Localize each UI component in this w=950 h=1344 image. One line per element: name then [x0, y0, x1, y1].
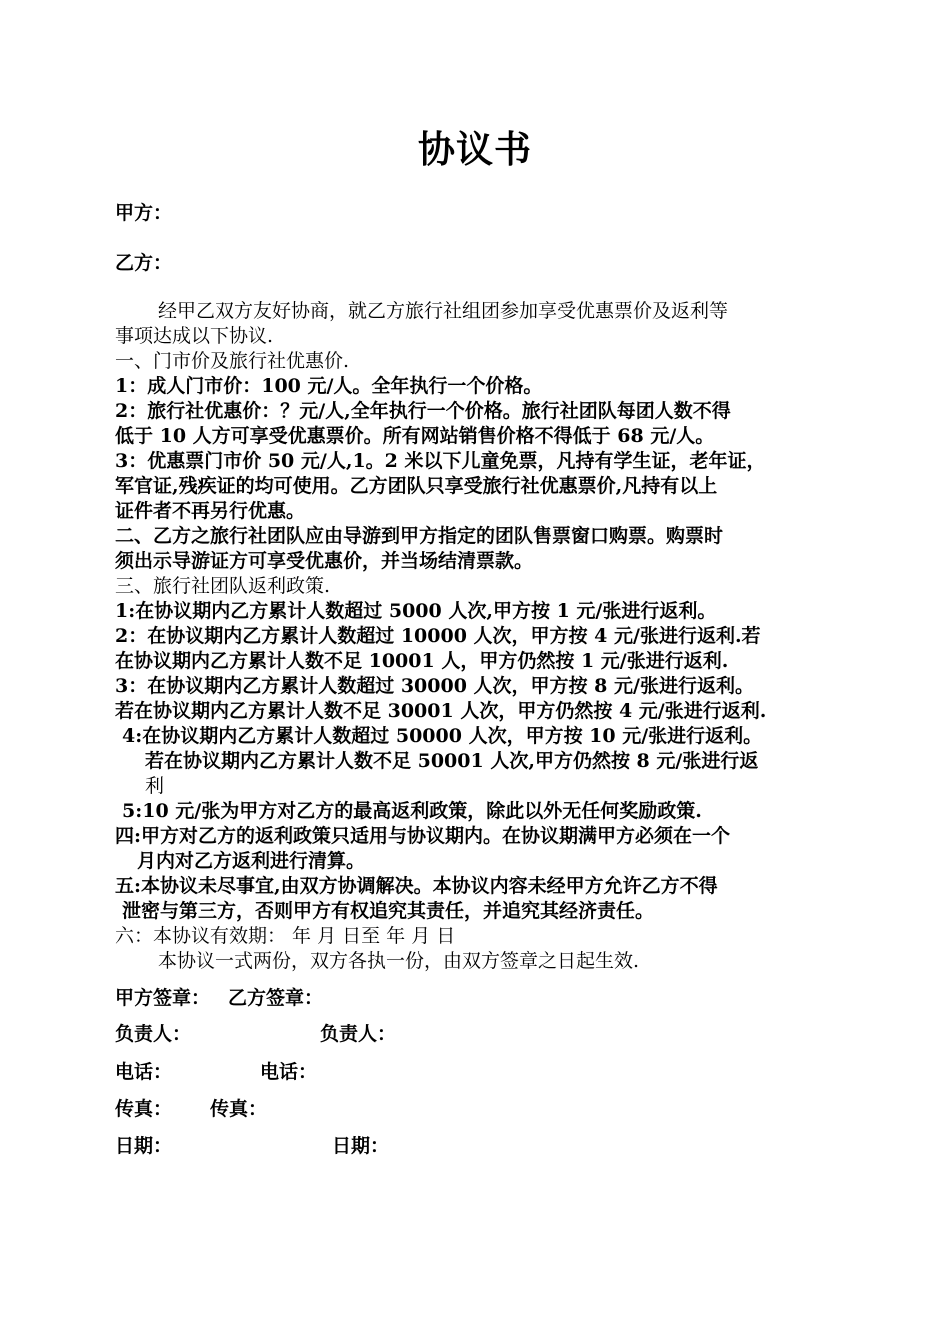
- party-b-phone-label: 电话：: [260, 1061, 318, 1083]
- document-title: 协议书: [418, 128, 532, 171]
- body-line: 月内对乙方返利进行清算。: [137, 850, 366, 872]
- body-line: 二、乙方之旅行社团队应由导游到甲方指定的团队售票窗口购票。购票时: [115, 525, 724, 547]
- body-line: 事项达成以下协议.: [115, 325, 274, 347]
- body-line: 1：成人门市价：100 元/人。全年执行一个价格。: [115, 375, 543, 397]
- body-line: 军官证,残疾证的均可使用。乙方团队只享受旅行社优惠票价,凡持有以上: [115, 475, 718, 497]
- party-a-fax-label: 传真：: [115, 1098, 173, 1120]
- body-line: 四:甲方对乙方的返利政策只适用与协议期内。在协议期满甲方必须在一个: [115, 825, 731, 847]
- party-a-phone-label: 电话：: [115, 1061, 173, 1083]
- party-b-person-label: 负责人：: [320, 1023, 397, 1045]
- validity-line: 六：本协议有效期： 年 月 日至 年 月 日: [115, 925, 456, 947]
- body-line: 5:10 元/张为甲方对乙方的最高返利政策，除此以外无任何奖励政策.: [122, 800, 702, 822]
- body-line: 若在协议期内乙方累计人数不足 30001 人次，甲方仍然按 4 元/张进行返利.: [115, 700, 767, 722]
- body-line: 3：优惠票门市价 50 元/人,1。2 米以下儿童免票，凡持有学生证，老年证，: [115, 450, 766, 472]
- party-b-date-label: 日期：: [332, 1135, 390, 1157]
- body-line: 泄密与第三方，否则甲方有权追究其责任，并追究其经济责任。: [122, 900, 655, 922]
- body-line: 三、旅行社团队返利政策.: [115, 575, 331, 597]
- body-line: 须出示导游证方可享受优惠价，并当场结清票款。: [115, 550, 534, 572]
- body-line: 3：在协议期内乙方累计人数超过 30000 人次，甲方按 8 元/张进行返利。: [115, 675, 754, 697]
- body-line: 2：在协议期内乙方累计人数超过 10000 人次，甲方按 4 元/张进行返利.若: [115, 625, 761, 647]
- body-line: 一、门市价及旅行社优惠价.: [115, 350, 350, 372]
- body-line: 经甲乙双方友好协商，就乙方旅行社组团参加享受优惠票价及返利等: [158, 300, 729, 322]
- body-line: 1:在协议期内乙方累计人数超过 5000 人次,甲方按 1 元/张进行返利。: [115, 600, 717, 622]
- party-b-label: 乙方：: [115, 252, 173, 274]
- body-line: 利: [145, 775, 165, 797]
- body-line: 2：旅行社优惠价：？元/人,全年执行一个价格。旅行社团队每团人数不得: [115, 400, 731, 422]
- body-line: 五:本协议未尽事宜,由双方协调解决。本协议内容未经甲方允许乙方不得: [115, 875, 718, 897]
- body-line: 本协议一式两份，双方各执一份，由双方签章之日起生效.: [158, 950, 640, 972]
- party-a-label: 甲方：: [115, 202, 173, 224]
- party-a-seal-label: 甲方签章：: [115, 987, 211, 1009]
- party-a-person-label: 负责人：: [115, 1023, 192, 1045]
- party-a-date-label: 日期：: [115, 1135, 173, 1157]
- body-line: 4:在协议期内乙方累计人数超过 50000 人次，甲方按 10 元/张进行返利。: [122, 725, 763, 747]
- body-line: 低于 10 人方可享受优惠票价。所有网站销售价格不得低于 68 元/人。: [115, 425, 715, 447]
- body-line: 若在协议期内乙方累计人数不足 50001 人次,甲方仍然按 8 元/张进行返: [145, 750, 759, 772]
- body-line: 在协议期内乙方累计人数不足 10001 人，甲方仍然按 1 元/张进行返利.: [115, 650, 729, 672]
- party-b-fax-label: 传真：: [210, 1098, 268, 1120]
- party-b-seal-label: 乙方签章：: [228, 987, 324, 1009]
- body-line: 证件者不再另行优惠。: [115, 500, 306, 522]
